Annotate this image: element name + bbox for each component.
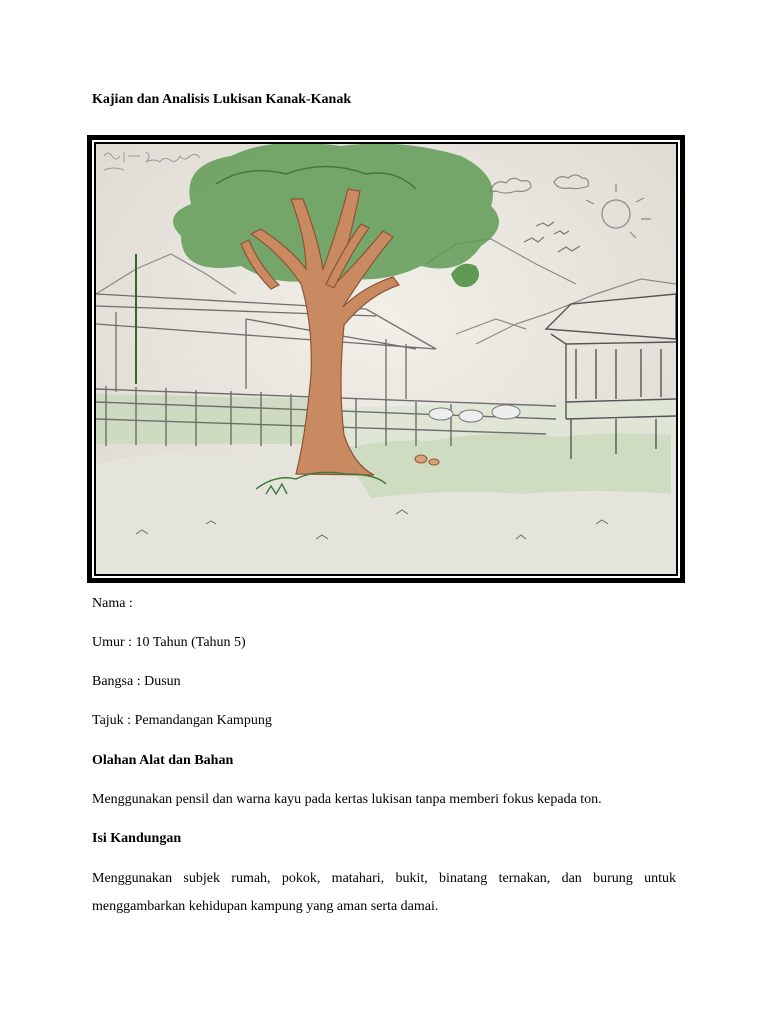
grass-right bbox=[341, 433, 671, 498]
detail-bangsa: Bangsa : Dusun bbox=[92, 674, 181, 689]
village-drawing bbox=[96, 144, 676, 574]
drawing-frame bbox=[87, 135, 685, 583]
section-heading-isi: Isi Kandungan bbox=[92, 831, 182, 846]
detail-umur: Umur : 10 Tahun (Tahun 5) bbox=[92, 635, 246, 650]
drawing-image bbox=[92, 140, 680, 578]
detail-tajuk: Tajuk : Pemandangan Kampung bbox=[92, 713, 272, 728]
section-heading-olahan: Olahan Alat dan Bahan bbox=[92, 753, 234, 768]
section-body-olahan: Menggunakan pensil dan warna kayu pada kertas lukisan tanpa memberi fokus kepada ton. bbox=[92, 792, 602, 807]
detail-nama: Nama : bbox=[92, 596, 133, 611]
section-body-isi: Menggunakan subjek rumah, pokok, matahari, bukit, binatang ternakan, dan burung untuk menggambarkan kehidupan kampung yang aman serta damai. bbox=[92, 871, 676, 914]
page-title: Kajian dan Analisis Lukisan Kanak-Kanak bbox=[92, 92, 352, 107]
